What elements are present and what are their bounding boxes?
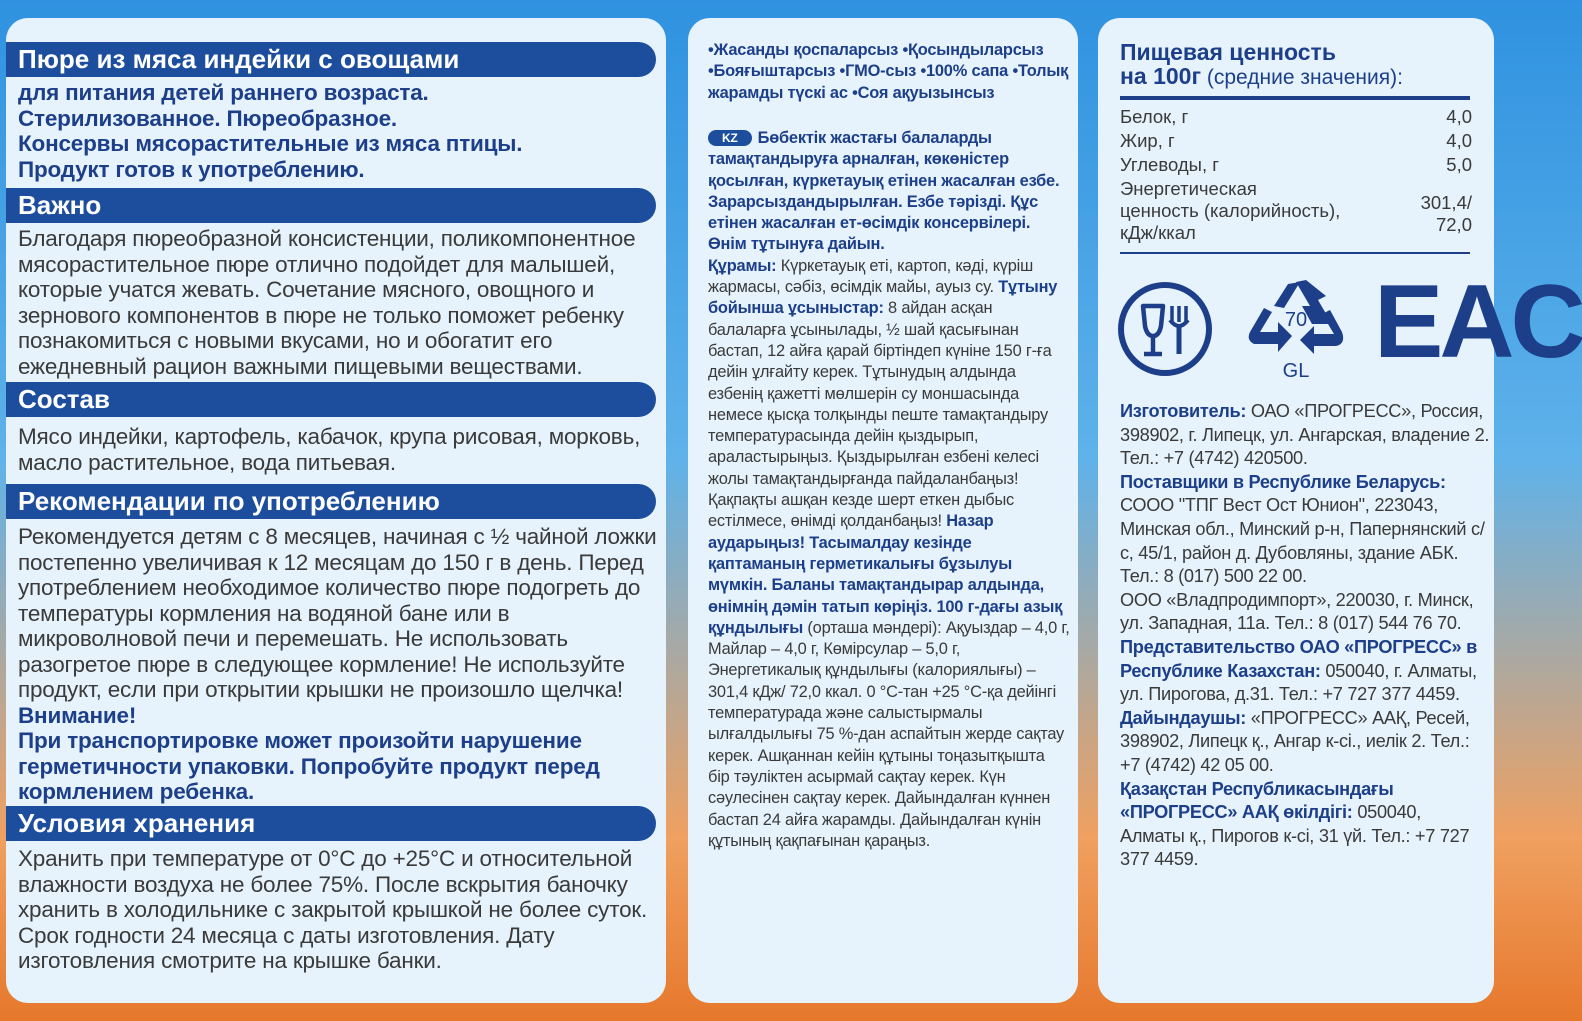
table-bottom-divider xyxy=(1120,252,1470,254)
product-title: Пюре из мяса индейки с овощами xyxy=(6,42,656,77)
energy-value: 301,4/ 72,0 xyxy=(1420,192,1472,235)
supplier-2: ООО «Владпродимпорт», 220030, г. Минск, ул. Западная, 11а. Тел.: 8 (017) 544 76 70. xyxy=(1120,589,1474,634)
representative: 050040, г. Алматы, ул. Пирогова, д.31. Тел.: +7 727 377 4459. xyxy=(1120,660,1477,705)
kz-body xyxy=(708,128,1070,852)
important-heading: Важно xyxy=(6,188,656,223)
certification-icons xyxy=(1098,264,1582,390)
kz-intro: Бөбектік жастағы балаларды тамақтандыруға арналған, көкөністер қосылған, күркетауық етінен жасалған езбе. xyxy=(708,129,1060,190)
representative-label: Представительство ОАО «ПРОГРЕСС» в Республике Казахстан: xyxy=(1120,636,1477,681)
nutrition-row-protein: Белок, г 4,0 xyxy=(1120,106,1472,127)
kazakh-info-panel xyxy=(688,18,1078,1003)
kz-usage: 8 айдан асқан балаларға ұсынылады, ½ шай қасығынан бастап, 12 айға қарай біртіндеп күніне 150 г-ға дейін ұлғайту керек. Тұтынудың алдында езбенің қажетті мөлшерін су моншасында немесе қысқа толқынды пеште тамақтандыру температурасында дейін қыздырып, араластырыңыз. Қыздырылған езбені келесі жолы тамақтандырғанда пайдаланбаңыз! Қақпақты ашқан кезде шерт еткен дыбыс естілмесе, өнімді қолданбаңыз! xyxy=(708,299,1052,531)
attention-text: При транспортировке может произойти нарушение герметичности упаковки. Попробуйте продукт перед кормлением ребенка. xyxy=(18,728,600,804)
kz-composition-label: Құрамы: xyxy=(708,256,777,275)
kz-nutrition: (орташа мәндері): Ақуыздар – 4,0 г, Майлар – 4,0 г, Көмірсулар – 5,0 г, Энергетикалық құндылығы (калориялығы) – 301,4 кДж/ 72,0 ккал. 0 °С-тан +25 °С-қа дейінгі температурада және салыстырмалы ылғалдылығы 75 %-дан аспайтын жерде сақтау керек. Ашқаннан кейін құтыны тоңазытқышта бір тәуліктен асырмай сақтау керек. Күн сәулесінен сақтау керек. Дайындалған күннен бастап 24 айға жарамды. Дайындалған күнін құтының қақпағынан қараңыз. xyxy=(708,618,1070,850)
recommendations-text: Рекомендуется детям с 8 месяцев, начиная с ½ чайной ложки постепенно увеличивая к 12 месяцам до 150 г в день. Перед употреблением необходимое количество пюре подогреть до температуры кормления на водяной бане или в микроволновой печи и перемешать. Не использовать разогретое пюре в следующее кормление! Не используйте продукт, если при открытии крышки не произошло щелчка! Внимание! При транспортировке может произойти нарушение герметичности упаковки. Попробуйте продукт перед кормлением ребенка. xyxy=(18,524,657,804)
subtitle-line: Консервы мясорастительные из мяса птицы. xyxy=(18,131,523,156)
subtitle-line: для питания детей раннего возраста. xyxy=(18,80,429,105)
supplier-1: СООО "ТПГ Вест Ост Юнион", 223043, Минская обл., Минский р-н, Папернянский с/с, 45/1, район д. Дубовляны, здание АБК. Тел.: 8 (017) 500 22 00. xyxy=(1120,495,1485,587)
suppliers-label: Поставщики в Республике Беларусь: xyxy=(1120,471,1446,492)
kz-claims: •Жасанды қоспаларсыз •Қосындыларсыз •Бояғыштарсыз •ГМО-сыз •100% сапа •Толық жарамды түскі ас •Соя ақуызынсыз xyxy=(708,41,1069,102)
nutrition-row-fat: Жир, г 4,0 xyxy=(1120,130,1472,151)
recycle-code: GL xyxy=(1282,360,1310,382)
kz-composition: Күркетауық еті, картоп, кәді, күріш жармасы, сәбіз, өсімдік майы, ауыз су. xyxy=(708,256,1034,297)
representative-kz: 050040, Алматы қ., Пирогов к-сі, 31 үй. Тел.: +7 727 377 4459. xyxy=(1120,802,1470,870)
subtitle-line: Стерилизованное. Пюреобразное. xyxy=(18,105,397,131)
storage-text: Хранить при температуре от 0°С до +25°С и относительной влажности воздуха не более 75%. После вскрытия баночку хранить в холодильнике с закрытой крышкой не более суток. Срок годности 24 месяца с даты изготовления. Дату изготовления смотрите на крышке банки. xyxy=(18,846,648,973)
important-text: Благодаря пюреобразной консистенции, поликомпонентное мясорастительное пюре отлично подойдет для малышей, которые учатся жевать. Сочетание мясного, овощного и зернового компонентов в пюре не только поможет ребенку познакомиться с новыми вкусами, но и обогатит его ежедневный рацион важными пищевыми веществами. xyxy=(18,226,636,379)
maker-kz: «ПРОГРЕСС» ААҚ, Ресей, 398902, Липецк қ., Ангар к-сі., иелік 2. Тел.: +7 (4742) 42 05 00. xyxy=(1120,707,1470,775)
product-subtitle xyxy=(18,80,663,182)
composition-heading: Состав xyxy=(6,382,656,417)
nutrition-per-100g: на 100г xyxy=(1120,63,1202,89)
nutrition-contacts-panel xyxy=(1098,18,1582,1003)
eac-mark: EAC xyxy=(1374,264,1582,380)
storage-heading: Условия хранения xyxy=(6,806,656,841)
glass-fork-icon xyxy=(1116,280,1214,378)
recycle-icon xyxy=(1244,278,1348,358)
attention-label: Внимание! xyxy=(18,702,137,728)
kz-badge: KZ xyxy=(708,130,752,146)
kz-usage-label: Тұтыну бойынша ұсыныстар: xyxy=(708,278,1058,318)
kz-attention: Назар аударыңыз! Тасымалдау кезінде қаптаманың герметикалығы бұзылуы мүмкін. Баланы тамақтандырар алдында, өнімнің дәмін татып көріңіз. 100 г-дағы азық құндылығы xyxy=(708,512,1063,637)
kz-sterilized: Зарарсыздандырылған. Езбе тәрізді. Құс етінен жасалған ет-өсімдік консервілері. Өнім тұтынуға дайын. xyxy=(708,192,1039,254)
manufacturer-label: Изготовитель: xyxy=(1120,401,1247,421)
nutrition-subtitle: (средние значения): xyxy=(1201,66,1403,89)
contacts-text xyxy=(1120,400,1490,872)
nutrition-title: Пищевая ценность на 100г (средние значения): xyxy=(1120,39,1403,89)
composition-text: Мясо индейки, картофель, кабачок, крупа рисовая, морковь, масло растительное, вода питьевая. xyxy=(18,424,641,475)
russian-info-panel xyxy=(6,18,666,1003)
table-divider xyxy=(1120,96,1470,100)
nutrition-row-energy: Энергетическая ценность (калорийность), кДж/ккал 301,4/ 72,0 xyxy=(1120,178,1472,243)
recommendations-heading: Рекомендации по употреблению xyxy=(6,484,656,519)
manufacturer: ОАО «ПРОГРЕСС», Россия, 398902, г. Липецк, ул. Ангарская, владение 2. Тел.: +7 (4742) 420500. xyxy=(1120,401,1490,469)
subtitle-line: Продукт готов к употреблению. xyxy=(18,156,365,182)
maker-kz-label: Дайындаушы: xyxy=(1120,707,1246,728)
nutrition-row-carbs: Углеводы, г 5,0 xyxy=(1120,154,1472,175)
representative-kz-label: Қазақстан Республикасындағы «ПРОГРЕСС» ААҚ өкілдігі: xyxy=(1120,778,1394,823)
recycle-number: 70 xyxy=(1284,309,1308,331)
